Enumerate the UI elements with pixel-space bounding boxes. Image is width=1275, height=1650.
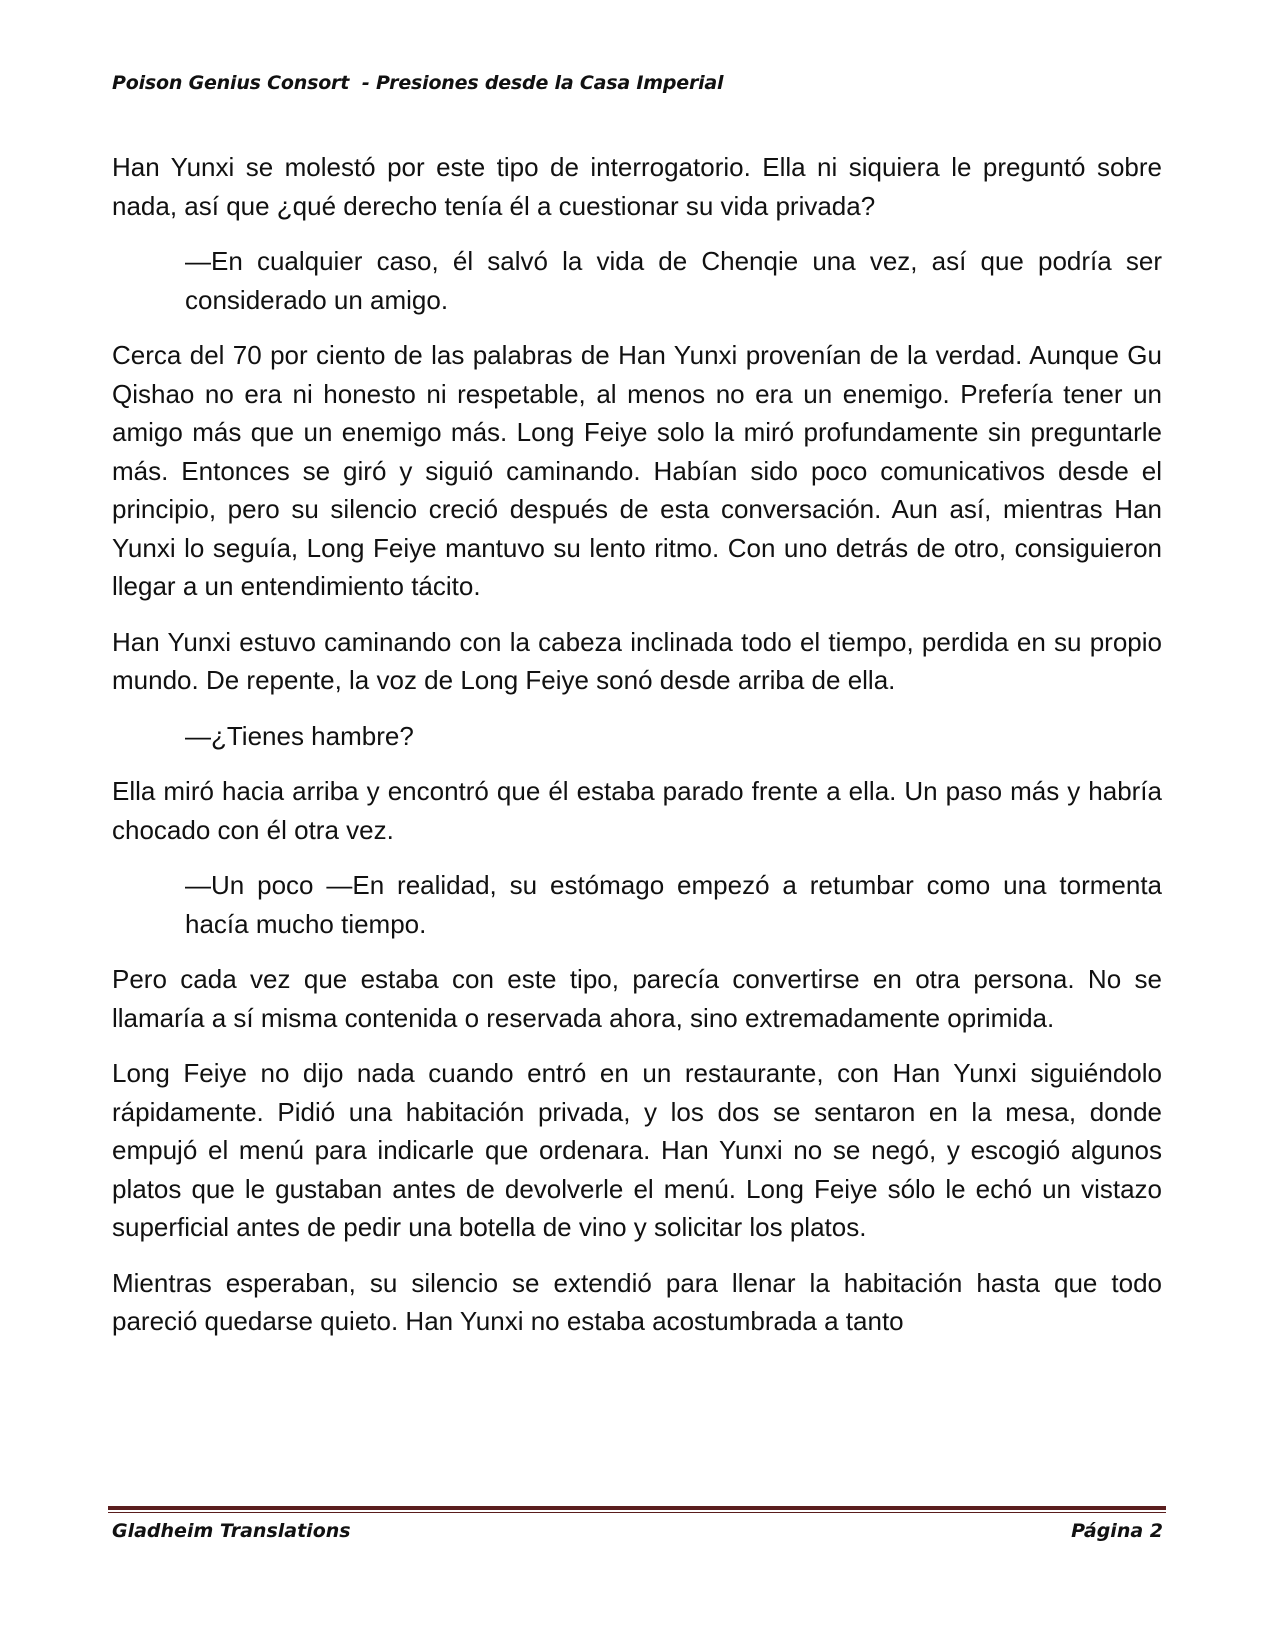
footer-publisher: Gladheim Translations: [112, 1520, 351, 1542]
footer-divider-thick: [108, 1506, 1166, 1510]
paragraph-6: Ella miró hacia arriba y encontró que él estaba parado frente a ella. Un paso más y habría chocado con él otra vez.: [112, 776, 1162, 845]
dialogue-paragraph-7: —Un poco —En realidad, su estómago empezó a retumbar como una tormenta hacía mucho tiempo.: [185, 870, 1162, 939]
page-header-title: Poison Genius Consort - Presiones desde la Casa Imperial: [112, 72, 724, 94]
paragraph-10: Mientras esperaban, su silencio se extendió para llenar la habitación hasta que todo pareció quedarse quieto. Han Yunxi no estaba acostumbrada a tanto: [112, 1267, 1162, 1336]
paragraph-8: Pero cada vez que estaba con este tipo, parecía convertirse en otra persona. No se llamaría a sí misma contenida o reservada ahora, sino extremadamente oprimida.: [112, 964, 1162, 1033]
dialogue-paragraph-5: —¿Tienes hambre?: [185, 720, 414, 751]
paragraph-9: Long Feiye no dijo nada cuando entró en un restaurante, con Han Yunxi siguiéndolo rápidamente. Pidió una habitación privada, y los dos se sentaron en la mesa, donde empujó el menú para indicarle que ordenara. Han Yunxi no se negó, y escogió algunos platos que le gustaban antes de devolverle el menú. Long Feiye sólo le echó un vistazo superficial antes de pedir una botella de vino y solicitar los platos.: [112, 1058, 1162, 1242]
paragraph-1: Han Yunxi se molestó por este tipo de interrogatorio. Ella ni siquiera le preguntó sobre nada, así que ¿qué derecho tenía él a cuestionar su vida privada?: [112, 152, 1162, 221]
footer-divider: [108, 1506, 1166, 1513]
dialogue-paragraph-2: —En cualquier caso, él salvó la vida de Chenqie una vez, así que podría ser considerado un amigo.: [185, 246, 1162, 315]
footer-page-number: Página 2: [1071, 1520, 1163, 1542]
footer-divider-thin: [108, 1512, 1166, 1513]
paragraph-3: Cerca del 70 por ciento de las palabras de Han Yunxi provenían de la verdad. Aunque Gu Qishao no era ni honesto ni respetable, al menos no era un enemigo. Prefería tener un amigo más que un enemigo más. Long Feiye solo la miró profundamente sin preguntarle más. Entonces se giró y siguió caminando. Habían sido poco comunicativos desde el principio, pero su silencio creció después de esta conversación. Aun así, mientras Han Yunxi lo seguía, Long Feiye mantuvo su lento ritmo. Con uno detrás de otro, consiguieron llegar a un entendimiento tácito.: [112, 340, 1162, 601]
paragraph-4: Han Yunxi estuvo caminando con la cabeza inclinada todo el tiempo, perdida en su propio mundo. De repente, la voz de Long Feiye sonó desde arriba de ella.: [112, 626, 1162, 695]
document-body: [112, 148, 1162, 1341]
